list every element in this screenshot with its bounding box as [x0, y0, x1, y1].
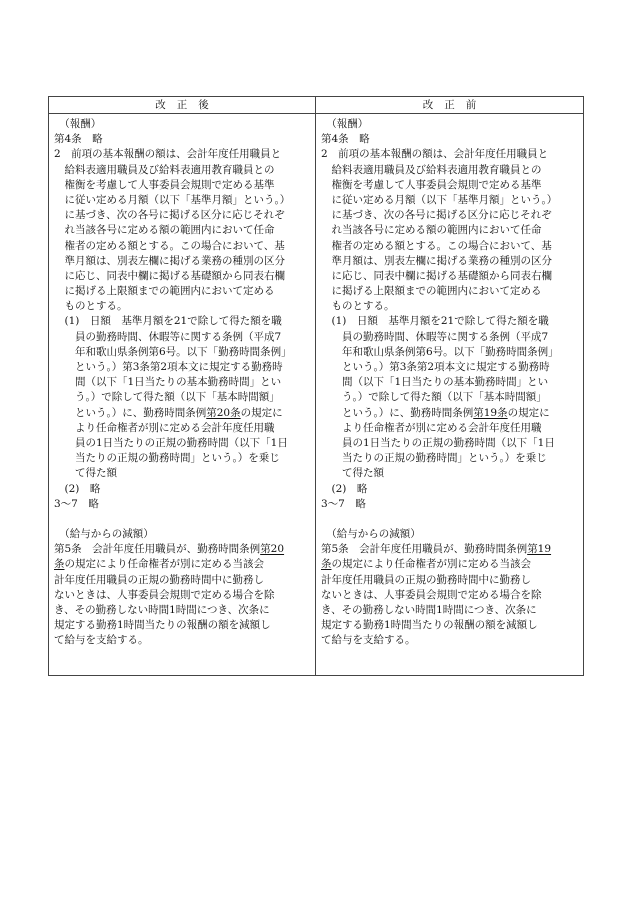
text-line	[54, 451, 312, 466]
text-segment: 権者の定める額とする。この場合において、基	[54, 239, 285, 252]
text-line	[54, 588, 312, 603]
text-segment: 3〜7 略	[321, 497, 366, 510]
blank-line	[321, 512, 580, 527]
text-line	[321, 436, 580, 451]
text-line	[54, 542, 312, 557]
text-line	[321, 527, 580, 542]
text-segment: き、その勤務しない時間1時間につき、次条に	[54, 604, 270, 616]
text-segment: 計年度任用職員の正規の勤務時間中に勤務し	[54, 573, 264, 586]
text-line	[54, 482, 312, 497]
text-segment: より任命権者が別に定める会計年度任用職	[54, 421, 275, 434]
text-segment: の規定に	[240, 406, 283, 419]
text-segment: ないときは、人事委員会規則で定める場合を除	[54, 588, 275, 601]
text-segment: ものとする。	[321, 300, 395, 313]
text-line	[54, 208, 312, 223]
text-segment: に応じ、同表中欄に掲げる基礎額から同表右欄	[54, 269, 285, 282]
text-line	[321, 375, 580, 390]
text-segment: 2 前項の基本報酬の額は、会計年度任用職員と	[321, 148, 549, 161]
text-line	[321, 360, 580, 375]
text-segment: 当たりの正規の勤務時間」という。）を乗じ	[54, 452, 280, 465]
text-segment: 員の1日当たりの正規の勤務時間（以下「1日	[54, 436, 288, 449]
text-line	[54, 178, 312, 193]
text-line	[321, 284, 580, 299]
text-line	[321, 314, 580, 329]
text-line	[321, 497, 580, 512]
text-segment: (1) 日額 基準月額を21で除して得た額を職	[321, 315, 549, 328]
text-segment: 権者の定める額とする。この場合において、基	[321, 239, 552, 252]
text-segment: に基づき、次の各号に掲げる区分に応じそれぞ	[54, 209, 285, 222]
text-segment: 員の勤務時間、休暇等に関する条例（平成7	[321, 330, 549, 343]
text-segment: 計年度任用職員の正規の勤務時間中に勤務し	[321, 573, 531, 586]
amended-text: 第19条	[473, 406, 508, 419]
text-line	[321, 421, 580, 436]
text-line	[321, 193, 580, 208]
text-segment: 第4条 略	[54, 133, 103, 146]
text-segment: の規定により任命権者が別に定める当該会	[64, 558, 264, 571]
text-line	[54, 436, 312, 451]
text-segment: 給料表適用職員及び給料表適用教育職員との	[321, 163, 542, 176]
text-segment: (2) 略	[54, 482, 101, 495]
text-segment: に掲げる上限額までの範囲内において定める	[54, 285, 275, 298]
text-line	[54, 360, 312, 375]
revised-column	[49, 97, 316, 675]
text-line	[54, 345, 312, 360]
text-segment: （報酬）	[54, 118, 102, 130]
revised-header: 改正後	[49, 97, 315, 114]
amended-text: 条	[321, 558, 332, 571]
text-line	[321, 345, 580, 360]
text-segment: 員の勤務時間、休暇等に関する条例（平成7	[54, 330, 282, 343]
amended-text: 第20	[260, 543, 285, 556]
text-segment: 間（以下「1日当たりの基本勤務時間」とい	[54, 376, 282, 389]
text-line	[321, 163, 580, 178]
text-segment: 規定する勤務1時間当たりの報酬の額を減額し	[54, 619, 271, 632]
text-segment: 権衡を考慮して人事委員会規則で定める基準	[54, 178, 275, 191]
text-segment: に応じ、同表中欄に掲げる基礎額から同表右欄	[321, 269, 552, 282]
text-segment: (1) 日額 基準月額を21で除して得た額を職	[54, 315, 282, 328]
text-segment: れ当該各号に定める額の範囲内において任命	[321, 224, 542, 237]
comparison-table	[48, 96, 584, 676]
text-line	[54, 375, 312, 390]
original-body	[316, 114, 583, 649]
text-line	[321, 147, 580, 162]
text-line	[321, 299, 580, 314]
text-segment: に従い定める月額（以下「基準月額」という。）	[321, 193, 558, 206]
text-segment: という。）第3条第2項本文に規定する勤務時	[321, 361, 550, 373]
text-segment: 当たりの正規の勤務時間」という。）を乗じ	[321, 452, 547, 465]
text-line	[321, 254, 580, 269]
blank-line	[54, 512, 312, 527]
text-line	[54, 132, 312, 147]
text-line	[54, 390, 312, 405]
text-segment: 準月額は、別表左欄に掲げる業務の種別の区分	[54, 254, 285, 267]
text-line	[321, 588, 580, 603]
amended-text: 第20条	[206, 406, 241, 419]
text-line	[321, 132, 580, 147]
text-line	[54, 603, 312, 618]
text-segment: の規定により任命権者が別に定める当該会	[331, 558, 531, 571]
text-line	[321, 406, 580, 421]
text-segment: の規定に	[507, 406, 550, 419]
text-segment: て得た額	[321, 467, 384, 480]
text-line	[54, 466, 312, 481]
original-column	[316, 97, 583, 675]
text-segment: 第5条 会計年度任用職員が、勤務時間条例	[54, 543, 261, 556]
text-segment: て得た額	[54, 467, 117, 480]
text-line	[321, 208, 580, 223]
text-line	[321, 330, 580, 345]
text-segment: 員の1日当たりの正規の勤務時間（以下「1日	[321, 436, 555, 449]
text-line	[54, 269, 312, 284]
text-line	[321, 542, 580, 557]
text-segment: 権衡を考慮して人事委員会規則で定める基準	[321, 178, 542, 191]
text-segment: ものとする。	[54, 300, 128, 313]
text-line	[54, 193, 312, 208]
text-segment: 間（以下「1日当たりの基本勤務時間」とい	[321, 376, 549, 389]
text-segment: う。）で除して得た額（以下「基本時間額」	[54, 391, 280, 404]
text-line	[54, 163, 312, 178]
text-line	[54, 284, 312, 299]
text-segment: 規定する勤務1時間当たりの報酬の額を減額し	[321, 619, 538, 632]
text-segment: 年和歌山県条例第6号。以下「勤務時間条例」	[321, 345, 559, 358]
text-line	[54, 527, 312, 542]
text-line	[54, 497, 312, 512]
text-line	[321, 117, 580, 132]
text-segment: （給与からの減額）	[321, 528, 421, 541]
text-segment: より任命権者が別に定める会計年度任用職	[321, 421, 542, 434]
text-segment: 3〜7 略	[54, 497, 99, 510]
text-line	[321, 269, 580, 284]
text-segment: という。）に、勤務時間条例	[54, 406, 207, 419]
text-line	[54, 406, 312, 421]
text-line	[321, 466, 580, 481]
text-line	[54, 330, 312, 345]
text-segment: 準月額は、別表左欄に掲げる業務の種別の区分	[321, 254, 552, 267]
text-line	[54, 117, 312, 132]
amended-text: 第19	[527, 543, 552, 556]
text-segment: に従い定める月額（以下「基準月額」という。）	[54, 193, 291, 206]
text-segment: に掲げる上限額までの範囲内において定める	[321, 285, 542, 298]
text-line	[54, 223, 312, 238]
text-segment: ないときは、人事委員会規則で定める場合を除	[321, 588, 542, 601]
text-line	[321, 390, 580, 405]
text-line	[321, 603, 580, 618]
text-line	[54, 239, 312, 254]
text-segment: という。）に、勤務時間条例	[321, 406, 474, 419]
text-line	[54, 421, 312, 436]
text-line	[321, 451, 580, 466]
text-segment: 第4条 略	[321, 133, 370, 146]
text-segment: 年和歌山県条例第6号。以下「勤務時間条例」	[54, 345, 292, 358]
text-segment: という。）第3条第2項本文に規定する勤務時	[54, 361, 283, 373]
text-segment: （給与からの減額）	[54, 528, 154, 541]
text-segment: て給与を支給する。	[321, 634, 416, 647]
text-line	[54, 618, 312, 633]
text-line	[54, 557, 312, 572]
text-segment: (2) 略	[321, 482, 368, 495]
original-header: 改正前	[316, 97, 583, 114]
text-line	[321, 618, 580, 633]
text-line	[321, 633, 580, 648]
text-segment: （報酬）	[321, 118, 369, 130]
text-segment: れ当該各号に定める額の範囲内において任命	[54, 224, 275, 237]
amended-text: 条	[54, 558, 65, 571]
text-segment: 給料表適用職員及び給料表適用教育職員との	[54, 163, 275, 176]
revised-body	[49, 114, 315, 649]
text-segment: 2 前項の基本報酬の額は、会計年度任用職員と	[54, 148, 282, 161]
text-line	[54, 573, 312, 588]
text-segment: う。）で除して得た額（以下「基本時間額」	[321, 391, 547, 404]
text-line	[321, 573, 580, 588]
text-line	[54, 314, 312, 329]
text-line	[54, 299, 312, 314]
text-line	[321, 557, 580, 572]
text-line	[321, 223, 580, 238]
text-line	[54, 147, 312, 162]
text-segment: に基づき、次の各号に掲げる区分に応じそれぞ	[321, 209, 552, 222]
text-line	[54, 633, 312, 648]
text-line	[321, 482, 580, 497]
text-segment: き、その勤務しない時間1時間につき、次条に	[321, 604, 537, 616]
text-line	[321, 178, 580, 193]
text-line	[54, 254, 312, 269]
text-line	[321, 239, 580, 254]
text-segment: 第5条 会計年度任用職員が、勤務時間条例	[321, 543, 528, 556]
text-segment: て給与を支給する。	[54, 634, 149, 647]
